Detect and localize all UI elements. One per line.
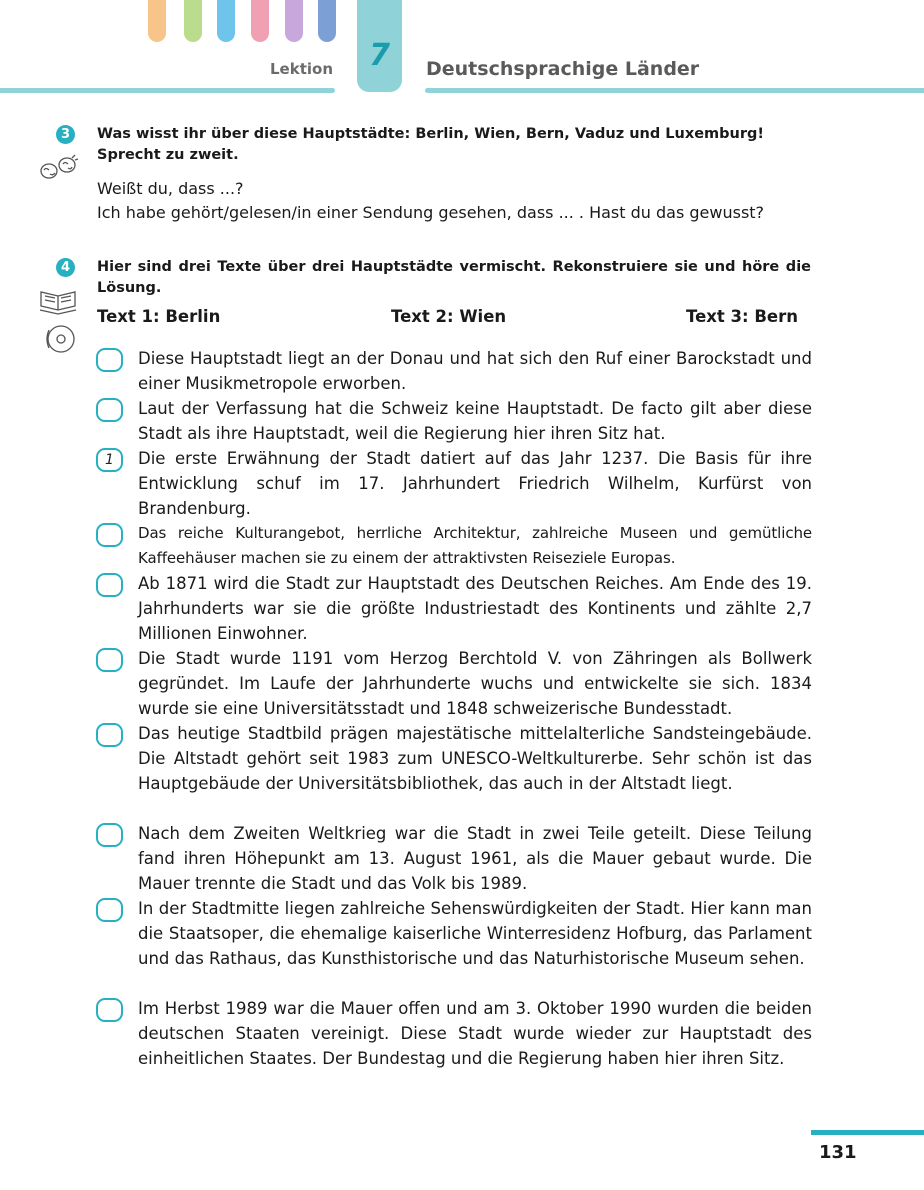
instruction-line: Sprecht zu zweit. <box>97 147 239 163</box>
lektion-label: Lektion <box>270 60 334 78</box>
item-text: Ab 1871 wird die Stadt zur Hauptstadt des Deutschen Reiches. Am Ende des 19. Jahrhunderts war sie die größte Industriestadt des Kontinents und zählte 2,7 Millionen Einwohner. <box>138 574 812 643</box>
answer-box[interactable] <box>96 998 123 1022</box>
phrase: Weißt du, dass ...? <box>97 179 244 198</box>
answer-box[interactable] <box>96 823 123 847</box>
page-number-rule <box>811 1130 924 1135</box>
color-tab <box>285 0 303 42</box>
answer-box[interactable] <box>96 898 123 922</box>
answer-box[interactable] <box>96 348 123 372</box>
lesson-tab <box>357 0 402 92</box>
text-label-wien: Text 2: Wien <box>391 307 507 326</box>
page-number: 131 <box>819 1142 857 1163</box>
answer-box[interactable] <box>96 648 123 672</box>
item-text: Die Stadt wurde 1191 vom Herzog Berchtold V. von Zähringen als Bollwerk gegründet. Im Laufe der Jahrhunderte wuchs und entwickelte sie sich. 1834 wurde sie eine Universitätsstadt und 1848 schweizerische Bundesstadt. <box>138 649 812 718</box>
answer-box[interactable] <box>96 398 123 422</box>
item-text: Das heutige Stadtbild prägen majestätische mittelalterliche Sandsteingebäude. Die Altstadt gehört seit 1983 zum UNESCO-Weltkulturerbe. Sehr schön ist das Hauptgebäude der Universitätsbibliothek, das auch in der Altstadt liegt. <box>138 724 812 793</box>
exercise-number: 4 <box>56 258 75 277</box>
chapter-title: Deutschsprachige Länder <box>426 58 700 80</box>
item-text: Diese Hauptstadt liegt an der Donau und hat sich den Ruf einer Barockstadt und einer Musikmetropole erworben. <box>138 349 812 393</box>
exercise3-phrases <box>97 177 827 225</box>
color-tab <box>318 0 336 42</box>
exercise3-instruction <box>97 124 811 166</box>
text-label-bern: Text 3: Bern <box>686 307 799 326</box>
answer-box[interactable] <box>96 573 123 597</box>
pair-talk-icon <box>38 150 80 184</box>
color-tab <box>251 0 269 42</box>
audio-cd-icon <box>42 322 76 356</box>
header-rule-left <box>0 88 335 93</box>
header-rule-right <box>425 88 924 93</box>
instruction-line: Was wisst ihr über diese Hauptstädte: Berlin, Wien, Bern, Vaduz und Luxemburg! <box>97 126 764 142</box>
exercise4-instruction: Hier sind drei Texte über drei Hauptstädte vermischt. Rekonstruiere sie und höre die Lösung. <box>97 259 811 296</box>
color-tab <box>148 0 166 42</box>
item-text: Das reiche Kulturangebot, herrliche Architektur, zahlreiche Museen und gemütliche Kaffeehäuser machen sie zu einem der attraktivsten Reiseziele Europas. <box>138 524 812 567</box>
answer-box[interactable] <box>96 723 123 747</box>
text-label-berlin: Text 1: Berlin <box>97 307 221 326</box>
exercise-number: 3 <box>56 125 75 144</box>
item-text: Nach dem Zweiten Weltkrieg war die Stadt in zwei Teile geteilt. Diese Teilung fand ihren Höhepunkt am 13. August 1961, als die Mauer gebaut wurde. Die Mauer trennte die Stadt und das Volk bis 1989. <box>138 824 812 893</box>
book-icon <box>38 284 78 316</box>
item-text: Im Herbst 1989 war die Mauer offen und am 3. Oktober 1990 wurden die beiden deutschen Staaten vereinigt. Diese Stadt wurde wieder zur Hauptstadt des einheitlichen Staates. Der Bundestag und die Regierung haben hier ihren Sitz. <box>138 999 812 1068</box>
item-text: Die erste Erwähnung der Stadt datiert auf das Jahr 1237. Die Basis für ihre Entwicklung schuf im 17. Jahrhundert Friedrich Wilhelm, Kurfürst von Brandenburg. <box>138 449 812 518</box>
phrase: Ich habe gehört/gelesen/in einer Sendung gesehen, dass ... . Hast du das gewusst? <box>97 203 765 222</box>
color-tab <box>184 0 202 42</box>
item-text: In der Stadtmitte liegen zahlreiche Sehenswürdigkeiten der Stadt. Hier kann man die Staatsoper, die ehemalige kaiserliche Winterresidenz Hofburg, das Parlament und das Rathaus, das Kunsthistorische und das Naturhistorische Museum sehen. <box>138 899 812 968</box>
color-tab <box>217 0 235 42</box>
lesson-number: 7 <box>369 38 390 73</box>
answer-box[interactable]: 1 <box>96 448 123 472</box>
answer-box[interactable] <box>96 523 123 547</box>
item-text: Laut der Verfassung hat die Schweiz keine Hauptstadt. De facto gilt aber diese Stadt als ihre Hauptstadt, weil die Regierung hier ihren Sitz hat. <box>138 399 812 443</box>
